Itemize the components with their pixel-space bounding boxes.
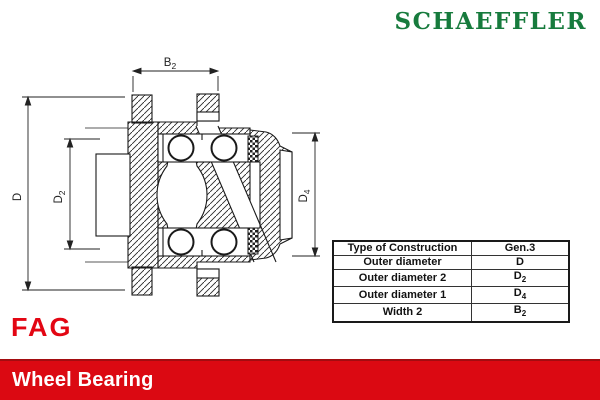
fag-logo: FAG — [11, 313, 73, 342]
spec-value: $D_2$ — [472, 270, 570, 287]
dim-label-B2: $B_2$ — [163, 57, 177, 71]
spec-row — [333, 287, 569, 304]
stud-bottom-left — [132, 267, 152, 295]
banner — [0, 359, 600, 400]
abs-encoder-bottom — [248, 228, 258, 254]
spec-value: Gen.3 — [472, 241, 570, 256]
spec-table-body — [333, 241, 569, 322]
wheel-pilot — [96, 154, 130, 236]
spec-row — [333, 256, 569, 270]
ball — [212, 136, 237, 161]
spec-label: Outer diameter — [333, 256, 472, 270]
stud-top-left — [132, 95, 152, 123]
spec-row — [333, 270, 569, 287]
abs-encoder-top — [248, 136, 258, 162]
hub-cross-section — [96, 94, 292, 296]
lug-bottom-right-face — [197, 269, 219, 278]
ball — [169, 136, 194, 161]
dim-label-D4: $D_4$ — [298, 189, 312, 203]
outer-ring-face — [280, 150, 292, 240]
spec-value: D — [472, 256, 570, 270]
spec-table — [332, 240, 570, 323]
ball — [212, 230, 237, 255]
lug-top-right-face — [197, 112, 219, 121]
spec-row — [333, 304, 569, 322]
dim-label-D2: $D_2$ — [53, 190, 67, 204]
hub-flange — [128, 122, 158, 268]
schaeffler-logo: SCHAEFFLER — [394, 8, 587, 35]
spec-label: Width 2 — [333, 304, 472, 322]
dim-label-D: D — [12, 192, 24, 202]
spec-label: Outer diameter 1 — [333, 287, 472, 304]
spec-label: Type of Construction — [333, 241, 472, 256]
spec-value: $D_4$ — [472, 287, 570, 304]
spec-label: Outer diameter 2 — [333, 270, 472, 287]
spec-value: $B_2$ — [472, 304, 570, 322]
ball — [169, 230, 194, 255]
banner-title: Wheel Bearing — [12, 368, 154, 391]
spec-row — [333, 241, 569, 256]
